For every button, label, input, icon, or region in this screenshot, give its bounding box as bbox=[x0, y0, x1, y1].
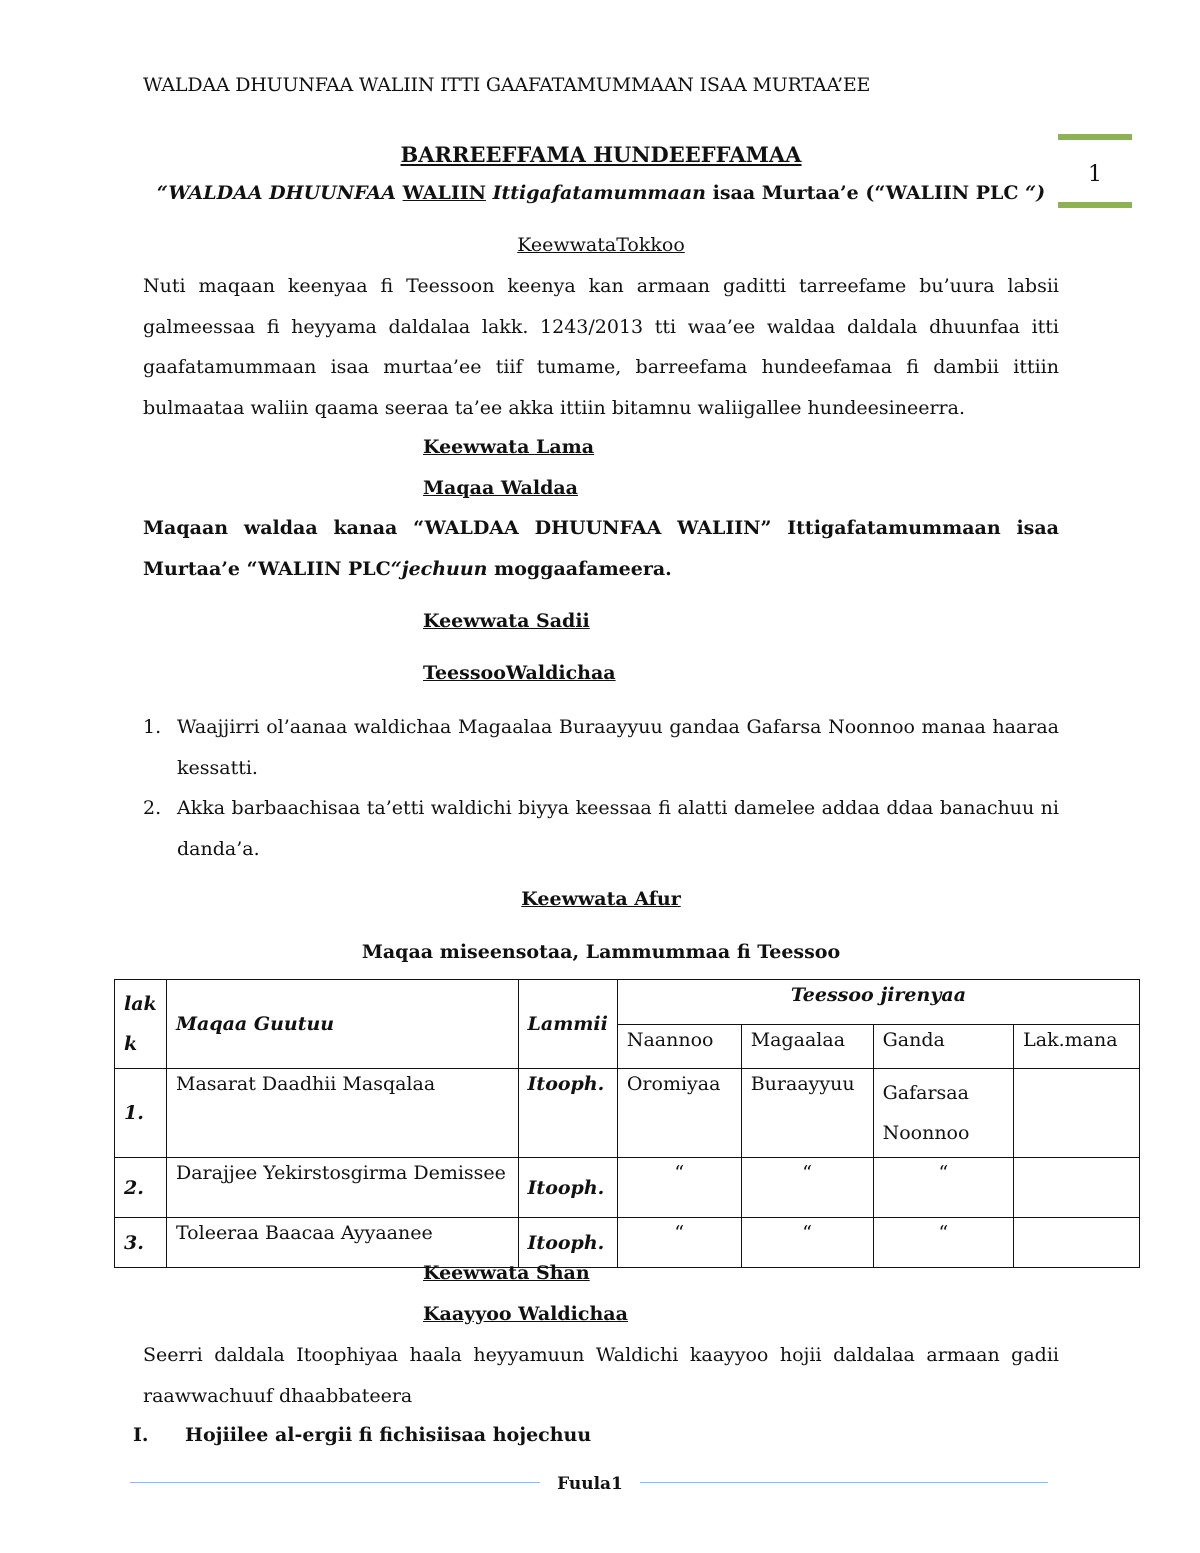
cell-kebele: “ bbox=[873, 1158, 1014, 1218]
list-number: 2. bbox=[143, 797, 162, 819]
list-item bbox=[143, 707, 1059, 788]
subtitle-part-1: “WALDAA DHUUNFAA bbox=[156, 182, 403, 204]
col-header-kebele: Ganda bbox=[873, 1024, 1014, 1069]
table-row bbox=[115, 1218, 1140, 1268]
paragraph-line: raawwachuuf dhaabbateera bbox=[143, 1384, 413, 1407]
table-row bbox=[115, 1158, 1140, 1218]
table-header-row bbox=[115, 980, 1140, 1025]
col-header-house: Lak.mana bbox=[1014, 1024, 1140, 1069]
cell-region: “ bbox=[617, 1218, 741, 1268]
cell-house bbox=[1014, 1158, 1140, 1218]
article5-heading: Keewwata Shan bbox=[423, 1262, 590, 1284]
subtitle-part-4: isaa Murtaa’e (“WALIIN PLC bbox=[705, 182, 1026, 204]
col-header-name: Maqaa Guutuu bbox=[166, 980, 518, 1069]
cell-name: Darajjee Yekirstosgirma Demissee bbox=[166, 1158, 518, 1218]
article4-subheading: Maqaa miseensotaa, Lammummaa fi Teessoo bbox=[361, 941, 841, 963]
article2-heading: Keewwata Lama bbox=[423, 436, 595, 458]
col-header-nationality: Lammii bbox=[518, 980, 617, 1069]
cell-name: Toleeraa Baacaa Ayyaanee bbox=[166, 1218, 518, 1268]
cell-house bbox=[1014, 1069, 1140, 1158]
cell-city: “ bbox=[741, 1158, 873, 1218]
list-number: 1. bbox=[143, 716, 162, 738]
col-header-region: Naannoo bbox=[617, 1024, 741, 1069]
document-title: BARREEFFAMA HUNDEEFFAMAA bbox=[400, 142, 802, 167]
running-header: WALDAA DHUUNFAA WALIIN ITTI GAAFATAMUMMAAN ISAA MURTAA’EE bbox=[143, 74, 871, 96]
cell-number: 3. bbox=[115, 1218, 167, 1268]
article1-paragraph bbox=[143, 266, 1059, 428]
badge-bottom-bar bbox=[1058, 202, 1132, 208]
list-text: Akka barbaachisaa ta’etti waldichi biyya keessaa fi alatti damelee addaa ddaa banachuu ni danda’a. bbox=[177, 797, 1059, 860]
objective-text: Hojiilee al-ergii fi fichisiisaa hojechuu bbox=[185, 1424, 592, 1446]
cell-nationality: Itooph. bbox=[518, 1218, 617, 1268]
paragraph-line: gaafatamummaan isaa murtaa’ee tiif tumame, barreefama hundeefamaa fi dambii ittiin bbox=[143, 356, 1059, 378]
article5-paragraph bbox=[143, 1335, 1059, 1416]
page-number-badge bbox=[1058, 134, 1132, 208]
badge-top-bar bbox=[1058, 134, 1132, 140]
table-row bbox=[115, 1069, 1140, 1158]
subtitle-part-3: Ittigafatamummaan bbox=[485, 182, 706, 204]
cell-house bbox=[1014, 1218, 1140, 1268]
document-subtitle bbox=[143, 182, 1059, 204]
cell-nationality: Itooph. bbox=[518, 1158, 617, 1218]
cell-region: Oromiyaa bbox=[617, 1069, 741, 1158]
subtitle-part-5: “) bbox=[1025, 182, 1046, 204]
paragraph-line: Maqaan waldaa kanaa “WALDAA DHUUNFAA WALIIN” Ittigafatamummaan isaa bbox=[143, 517, 1059, 539]
col-header-number: lak k bbox=[115, 980, 167, 1069]
article3-subheading: TeessooWaldichaa bbox=[423, 662, 616, 684]
cell-region: “ bbox=[617, 1158, 741, 1218]
list-text: Waajjirri ol’aanaa waldichaa Magaalaa Buraayyuu gandaa Gafarsa Noonnoo manaa haaraa kessatti. bbox=[177, 716, 1059, 779]
article1-heading: KeewwataTokkoo bbox=[517, 234, 685, 256]
paragraph-line bbox=[143, 549, 1059, 590]
cell-name: Masarat Daadhii Masqalaa bbox=[166, 1069, 518, 1158]
page-number: 1 bbox=[1088, 162, 1102, 187]
line-end: moggaafameera. bbox=[487, 557, 672, 580]
members-table bbox=[114, 979, 1140, 1268]
cell-number: 2. bbox=[115, 1158, 167, 1218]
subtitle-part-2: WALIIN bbox=[402, 182, 486, 204]
article2-paragraph bbox=[143, 508, 1059, 589]
cell-city: “ bbox=[741, 1218, 873, 1268]
paragraph-line: bulmaataa waliin qaama seeraa ta’ee akka ittiin bitamnu waliigallee hundeesineerra. bbox=[143, 396, 965, 419]
paragraph-line: Seerri daldala Itoophiyaa haala heyyamuun Waldichi kaayyoo hojii daldalaa armaan gadii bbox=[143, 1344, 1059, 1366]
paragraph-line: galmeessaa fi heyyama daldalaa lakk. 1243/2013 tti waa’ee waldaa daldala dhuunfaa itti bbox=[143, 315, 1059, 338]
footer-page-label: Fuula1 bbox=[540, 1474, 640, 1494]
jechuun-word: “jechuun bbox=[390, 557, 488, 580]
cell-kebele: “ bbox=[873, 1218, 1014, 1268]
col-header-address: Teessoo jirenyaa bbox=[617, 980, 1139, 1025]
list-item bbox=[143, 788, 1059, 869]
address-list bbox=[143, 707, 1059, 869]
paragraph-line: Nuti maqaan keenyaa fi Teessoon keenya kan armaan gaditti tarreefame bu’uura labsii bbox=[143, 275, 1059, 297]
article3-heading: Keewwata Sadii bbox=[423, 610, 590, 632]
cell-number: 1. bbox=[115, 1069, 167, 1158]
objective-number: I. bbox=[133, 1424, 149, 1446]
article4-heading: Keewwata Afur bbox=[521, 888, 681, 910]
cell-city: Buraayyuu bbox=[741, 1069, 873, 1158]
cell-nationality: Itooph. bbox=[518, 1069, 617, 1158]
article2-subheading: Maqaa Waldaa bbox=[423, 477, 578, 499]
article5-subheading: Kaayyoo Waldichaa bbox=[423, 1303, 628, 1325]
company-name: Murtaa’e “WALIIN PLC bbox=[143, 557, 391, 580]
cell-kebele: Gafarsaa Noonnoo bbox=[873, 1069, 1014, 1158]
col-header-city: Magaalaa bbox=[741, 1024, 873, 1069]
